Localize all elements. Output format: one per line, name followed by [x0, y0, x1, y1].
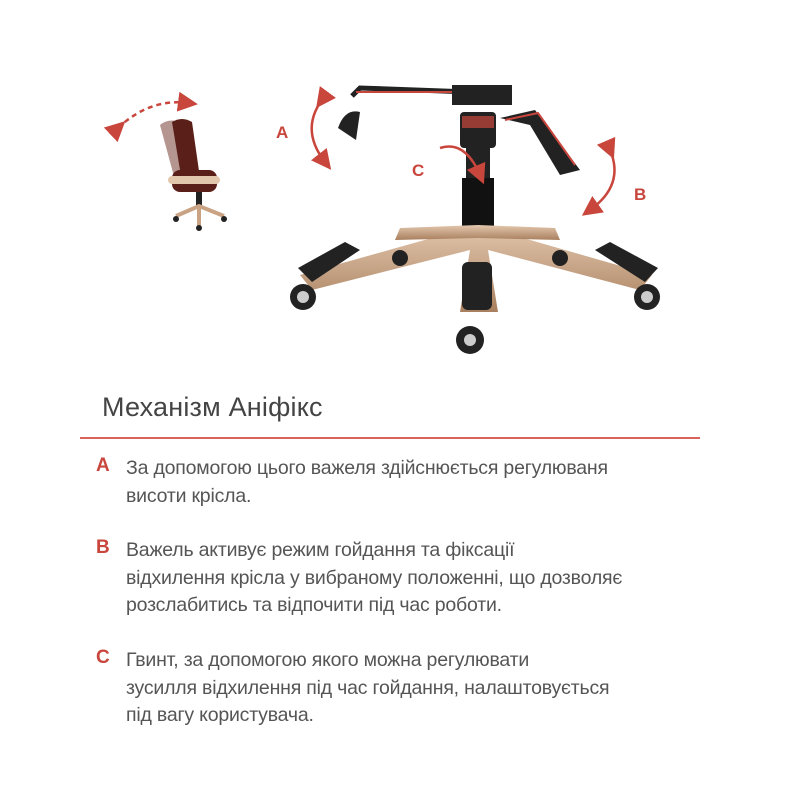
- item-letter: C: [96, 647, 110, 668]
- chair-base-mechanism: [276, 85, 660, 354]
- item-text: Гвинт, за допомогою якого можна регулювати зусилля відхилення під час гойдання, налаштовується під вагу користувача.: [126, 649, 610, 726]
- label-a: A: [276, 123, 289, 142]
- chair-mechanism-illustration: [0, 0, 800, 370]
- section-title: Механізм Аніфікс: [102, 392, 323, 422]
- title-divider: [80, 437, 700, 439]
- item-letter: A: [96, 455, 110, 476]
- item-text: Важель активує режим гойдання та фіксації відхилення крісла у вибраному положенні, що дозволяє розслабитись та відпочити під час роботи.: [126, 539, 623, 616]
- item-letter: B: [96, 537, 110, 558]
- label-b: B: [634, 185, 647, 204]
- label-c: C: [412, 161, 425, 180]
- reclining-chair-thumbnail: [118, 102, 227, 231]
- item-text: За допомогою цього важеля здійснюється регулюваня висоти крісла.: [126, 457, 608, 507]
